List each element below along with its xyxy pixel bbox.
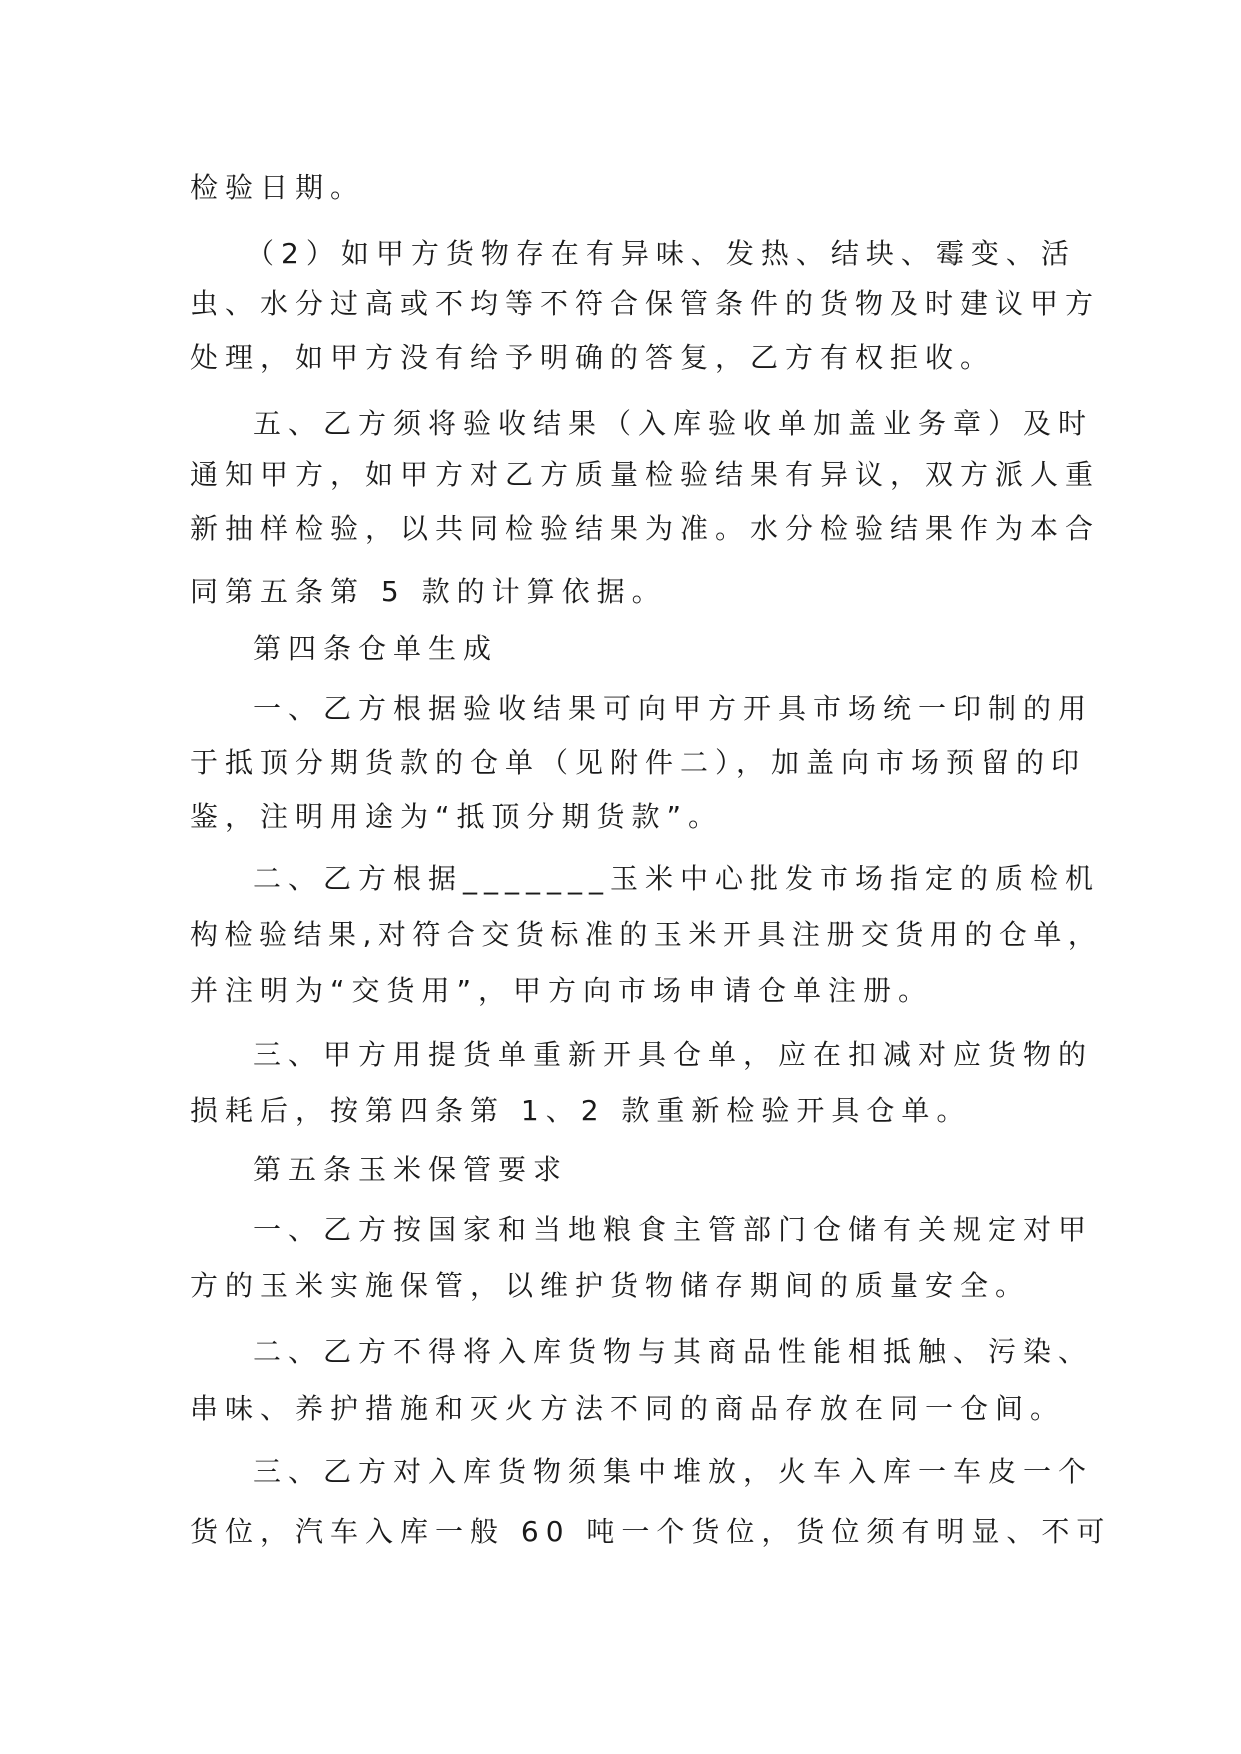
text-line-14: 构检验结果,对符合交货标准的玉米开具注册交货用的仓单， bbox=[190, 918, 1103, 951]
text-line-8: 同第五条第 5 款的计算依据。 bbox=[190, 575, 667, 608]
text-line-17: 损耗后，按第四条第 1、2 款重新检验开具仓单。 bbox=[190, 1094, 972, 1127]
text-line-11: 于抵顶分期货款的仓单（见附件二），加盖向市场预留的印 bbox=[190, 746, 1087, 779]
text-line-22: 串味、养护措施和灭火方法不同的商品存放在同一仓间。 bbox=[190, 1392, 1066, 1425]
text-line-2: （2）如甲方货物存在有异味、发热、结块、霉变、活 bbox=[246, 237, 1076, 270]
text-line-21: 二、乙方不得将入库货物与其商品性能相抵触、污染、 bbox=[253, 1335, 1094, 1368]
text-line-1: 检验日期。 bbox=[190, 171, 366, 204]
text-line-3: 虫、水分过高或不均等不符合保管条件的货物及时建议甲方 bbox=[190, 287, 1101, 320]
text-line-24: 货位，汽车入库一般 60 吨一个货位，货位须有明显、不可 bbox=[190, 1515, 1112, 1548]
text-line-5: 五、乙方须将验收结果（入库验收单加盖业务章）及时 bbox=[253, 407, 1094, 440]
text-line-20: 方的玉米实施保管，以维护货物储存期间的质量安全。 bbox=[190, 1269, 1031, 1302]
text-line-12: 鉴，注明用途为“抵顶分期货款”。 bbox=[190, 800, 724, 833]
text-line-10: 一、乙方根据验收结果可向甲方开具市场统一印制的用 bbox=[253, 692, 1094, 725]
text-line-16: 三、甲方用提货单重新开具仓单，应在扣减对应货物的 bbox=[253, 1038, 1094, 1071]
text-line-13: 二、乙方根据_______玉米中心批发市场指定的质检机 bbox=[253, 862, 1101, 895]
text-line-6: 通知甲方，如甲方对乙方质量检验结果有异议，双方派人重 bbox=[190, 458, 1101, 491]
text-line-19: 一、乙方按国家和当地粮食主管部门仓储有关规定对甲 bbox=[253, 1213, 1094, 1246]
text-line-7: 新抽样检验，以共同检验结果为准。水分检验结果作为本合 bbox=[190, 512, 1101, 545]
section-heading-article-4: 第四条仓单生成 bbox=[253, 632, 499, 665]
section-heading-article-5: 第五条玉米保管要求 bbox=[253, 1153, 569, 1186]
text-line-15: 并注明为“交货用”，甲方向市场申请仓单注册。 bbox=[190, 974, 934, 1007]
text-line-23: 三、乙方对入库货物须集中堆放，火车入库一车皮一个 bbox=[253, 1455, 1094, 1488]
text-line-4: 处理，如甲方没有给予明确的答复，乙方有权拒收。 bbox=[190, 341, 996, 374]
